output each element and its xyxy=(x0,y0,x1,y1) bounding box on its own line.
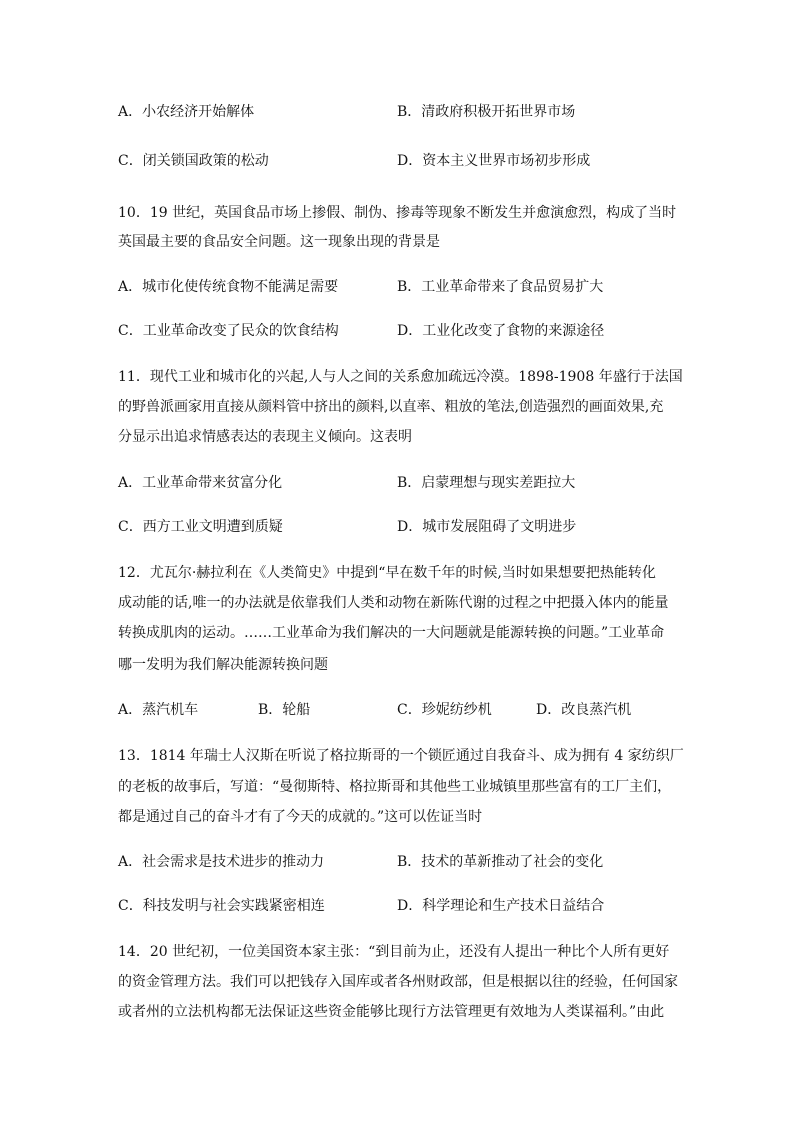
q13-stem-line: 都是通过自己的奋斗才有了今天的成就的。”这可以佐证当时 xyxy=(118,809,483,825)
q12-stem-line: 12．尤瓦尔·赫拉利在《人类简史》中提到“早在数千年的时候,当时如果想要把热能转化 xyxy=(118,565,656,581)
q9-option-b: B．清政府积极开拓世界市场 xyxy=(397,104,576,120)
q11-option-a: A．工业革命带来贫富分化 xyxy=(118,475,283,491)
q12-option-d: D．改良蒸汽机 xyxy=(536,702,632,718)
q9-option-c: C．闭关锁国政策的松动 xyxy=(118,153,269,169)
q11-option-d: D．城市发展阻碍了文明进步 xyxy=(397,519,577,535)
q11-option-b: B．启蒙理想与现实差距拉大 xyxy=(397,475,576,491)
q10-option-c: C．工业革命改变了民众的饮食结构 xyxy=(118,323,339,339)
q11-option-c: C．西方工业文明遭到质疑 xyxy=(118,519,283,535)
q12-option-c: C．珍妮纺纱机 xyxy=(397,702,492,718)
q12-option-b: B．轮船 xyxy=(258,702,311,718)
q14-stem-line: 的资金管理方法。我们可以把钱存入国库或者各州财政部，但是根据以往的经验，任何国家 xyxy=(118,974,678,990)
q10-option-a: A．城市化使传统食物不能满足需要 xyxy=(118,279,339,295)
q13-stem-line: 13．1814 年瑞士人汉斯在听说了格拉斯哥的一个锁匠通过自我奋斗、成为拥有 4 家纺织厂 xyxy=(118,748,684,764)
q11-stem-line: 分显示出追求情感表达的表现主义倾向。这表明 xyxy=(118,429,412,445)
q10-stem-line: 英国最主要的食品安全问题。这一现象出现的背景是 xyxy=(118,234,440,250)
q13-option-b: B．技术的革新推动了社会的变化 xyxy=(397,854,604,870)
q10-stem-line: 10．19 世纪，英国食品市场上掺假、制伪、掺毒等现象不断发生并愈演愈烈，构成了当时 xyxy=(118,205,677,221)
q10-option-d: D．工业化改变了食物的来源途径 xyxy=(397,323,605,339)
q9-option-a: A．小农经济开始解体 xyxy=(118,104,255,120)
q10-option-b: B．工业革命带来了食品贸易扩大 xyxy=(397,279,604,295)
q14-stem-line: 14．20 世纪初，一位美国资本家主张：“到目前为止，还没有人提出一种比个人所有更好 xyxy=(118,944,670,960)
q12-stem-line: 成动能的话,唯一的办法就是依靠我们人类和动物在新陈代谢的过程之中把摄入体内的能量 xyxy=(118,595,669,611)
q11-stem-line: 11．现代工业和城市化的兴起,人与人之间的关系愈加疏远冷漠。1898-1908 年盛行于法国 xyxy=(118,369,683,385)
q13-option-d: D．科学理论和生产技术日益结合 xyxy=(397,898,605,914)
q9-option-d: D．资本主义世界市场初步形成 xyxy=(397,153,591,169)
q12-stem-line: 哪一发明为我们解决能源转换问题 xyxy=(118,657,328,673)
q12-stem-line: 转换成肌肉的运动。……工业革命为我们解决的一大问题就是能源转换的问题。”工业革命 xyxy=(118,625,665,641)
q14-stem-line: 或者州的立法机构都无法保证这些资金能够比现行方法管理更有效地为人类谋福利。”由此 xyxy=(118,1004,665,1020)
q13-option-a: A．社会需求是技术进步的推动力 xyxy=(118,854,325,870)
q11-stem-line: 的野兽派画家用直接从颜料管中挤出的颜料,以直率、粗放的笔法,创造强烈的画面效果,充 xyxy=(118,399,664,415)
q12-option-a: A．蒸汽机车 xyxy=(118,702,199,718)
q13-option-c: C．科技发明与社会实践紧密相连 xyxy=(118,898,325,914)
q13-stem-line: 的老板的故事后，写道：“曼彻斯特、格拉斯哥和其他些工业城镇里那些富有的工厂主们， xyxy=(118,779,672,795)
